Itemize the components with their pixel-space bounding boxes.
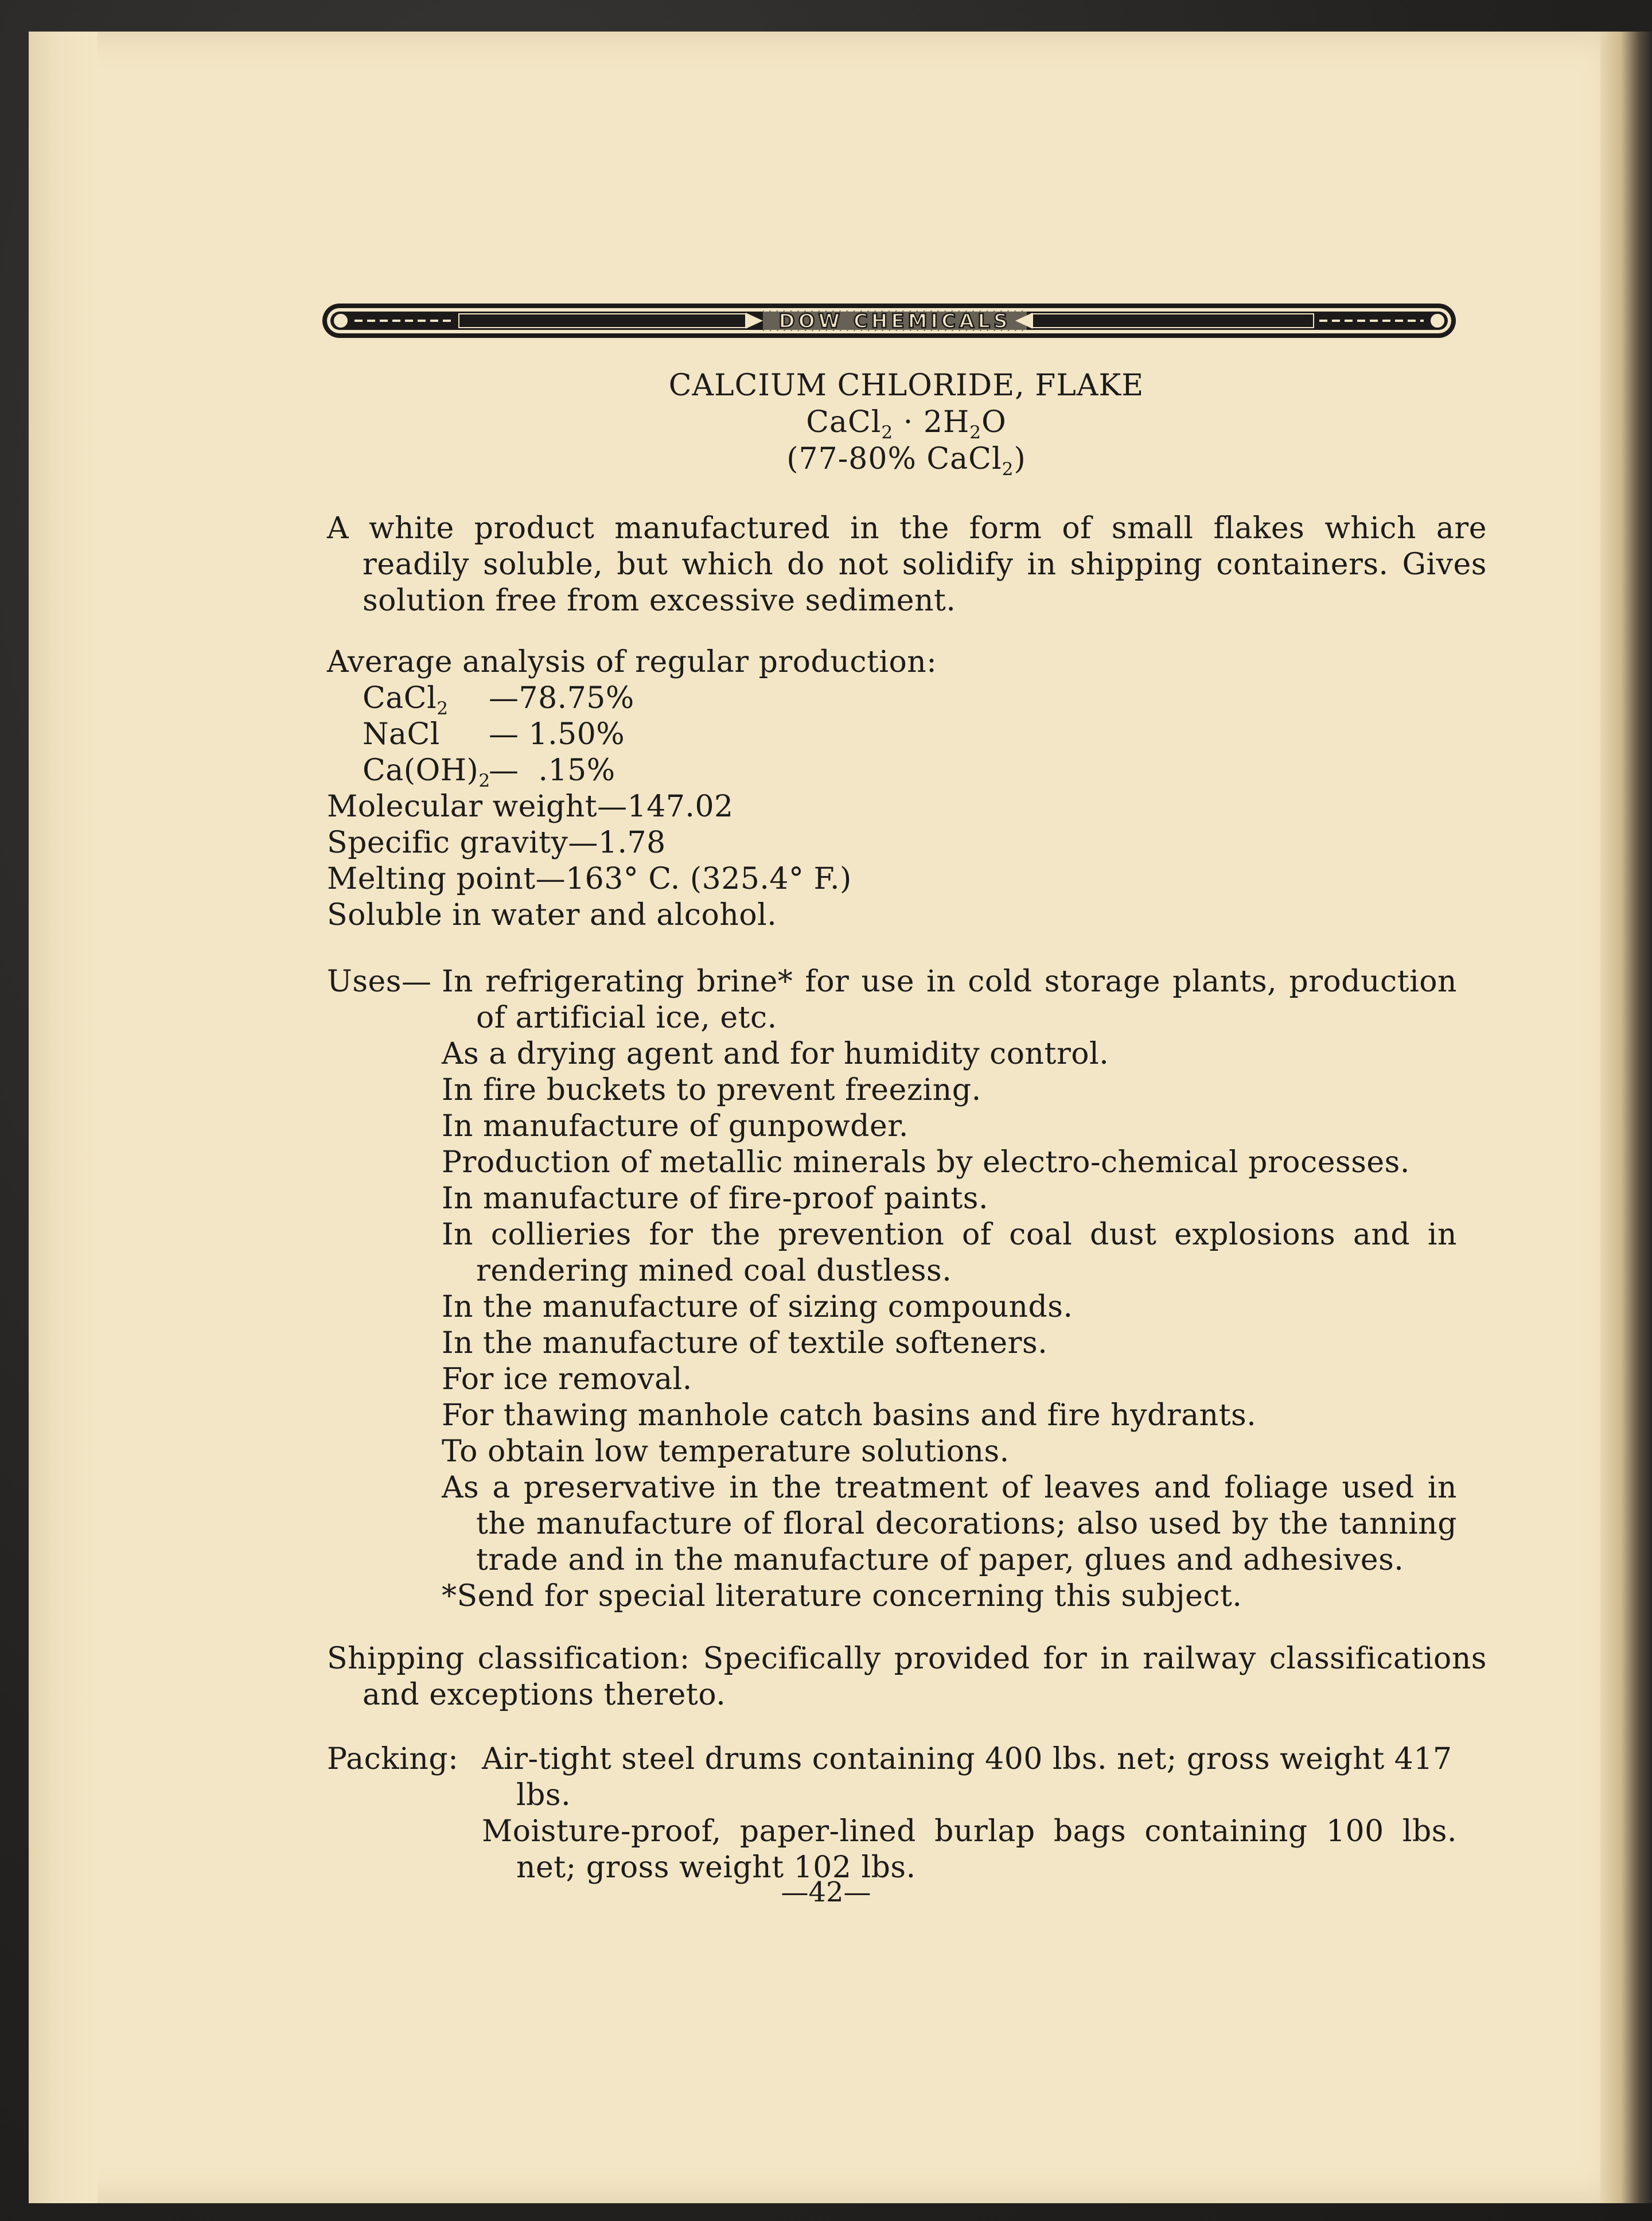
shipping-classification: Shipping classification: Specifically provided for in railway classifications and exceptions thereto. — [327, 1642, 1487, 1712]
binding-gutter — [1600, 32, 1652, 2203]
banner-left-knob — [333, 313, 349, 329]
product-title: CALCIUM CHLORIDE, FLAKE — [668, 368, 1144, 403]
analysis-section — [327, 644, 1451, 933]
packing-section — [327, 1741, 1457, 1886]
packing-line: Air-tight steel drums containing 400 lbs. net; gross weight 417 lbs. — [482, 1742, 1452, 1812]
packing-label: Packing: — [327, 1742, 459, 1776]
uses-first-row — [327, 964, 1457, 1036]
use-item: For ice removal. — [442, 1362, 692, 1397]
product-heading — [574, 367, 1239, 480]
page-edge-shading — [29, 32, 98, 2203]
use-item: In the manufacture of sizing compounds. — [442, 1290, 1073, 1324]
use-item: For thawing manhole catch basins and fire hydrants. — [442, 1398, 1257, 1433]
banner-text: DOW CHEMICALS — [778, 310, 1011, 333]
page-number: —42— — [781, 1876, 871, 1908]
chemical-formula: CaCl$_2$ · $2H_2O$ — [806, 405, 1007, 443]
use-item: In the manufacture of textile softeners. — [442, 1326, 1048, 1360]
uses-section — [327, 964, 1457, 1615]
footnote: *Send for special literature concerning this subject. — [442, 1579, 1242, 1613]
use-item: In manufacture of gunpowder. — [442, 1109, 909, 1143]
use-item: Production of metallic minerals by electro-chemical processes. — [442, 1145, 1410, 1180]
analysis-heading: Average analysis of regular production: — [327, 645, 937, 679]
banner-right-knob — [1429, 313, 1446, 329]
use-item: To obtain low temperature solutions. — [442, 1434, 1010, 1469]
specific-gravity: Specific gravity—1.78 — [327, 826, 666, 860]
use-item: As a preservative in the treatment of leaves and foliage used in the manufacture of floral decorations; also used by the tanning trade and in the manufacture of paper, glues and adhesives. — [442, 1471, 1457, 1577]
use-item: As a drying agent and for humidity control. — [442, 1037, 1109, 1071]
purity-range: (77-80% CaCl$_2$) — [786, 442, 1026, 480]
molecular-weight: Molecular weight—147.02 — [327, 789, 734, 824]
solubility: Soluble in water and alcohol. — [327, 898, 777, 932]
packing-line: Moisture-proof, paper-lined burlap bags containing 100 lbs. net; gross weight 102 lbs. — [482, 1814, 1457, 1885]
uses-list — [327, 1036, 1457, 1615]
dow-chemicals-banner — [321, 301, 1457, 340]
use-item: In refrigerating brine* for use in cold storage plants, production of artificial ice, etc. — [442, 964, 1457, 1035]
use-item: In manufacture of fire-proof paints. — [442, 1181, 988, 1216]
analysis-row: $Ca(OH)_2—$ .15% — [363, 753, 615, 791]
uses-label: Uses— — [327, 964, 432, 999]
packing-lines — [482, 1741, 1457, 1886]
melting-point: Melting point—163° C. (325.4° F.) — [327, 862, 852, 896]
analysis-row: NaCl — 1.50% — [363, 717, 625, 752]
analysis-row: CaCl$_2$ —78.75% — [363, 681, 634, 719]
use-item: In fire buckets to prevent freezing. — [442, 1073, 981, 1107]
product-description: A white product manufactured in the form of small flakes which are readily soluble, but which do not solidify in shipping containers. Gives solution free from excessive sediment. — [327, 511, 1487, 618]
use-item: In collieries for the prevention of coal dust explosions and in rendering mined coal dustless. — [442, 1218, 1457, 1288]
